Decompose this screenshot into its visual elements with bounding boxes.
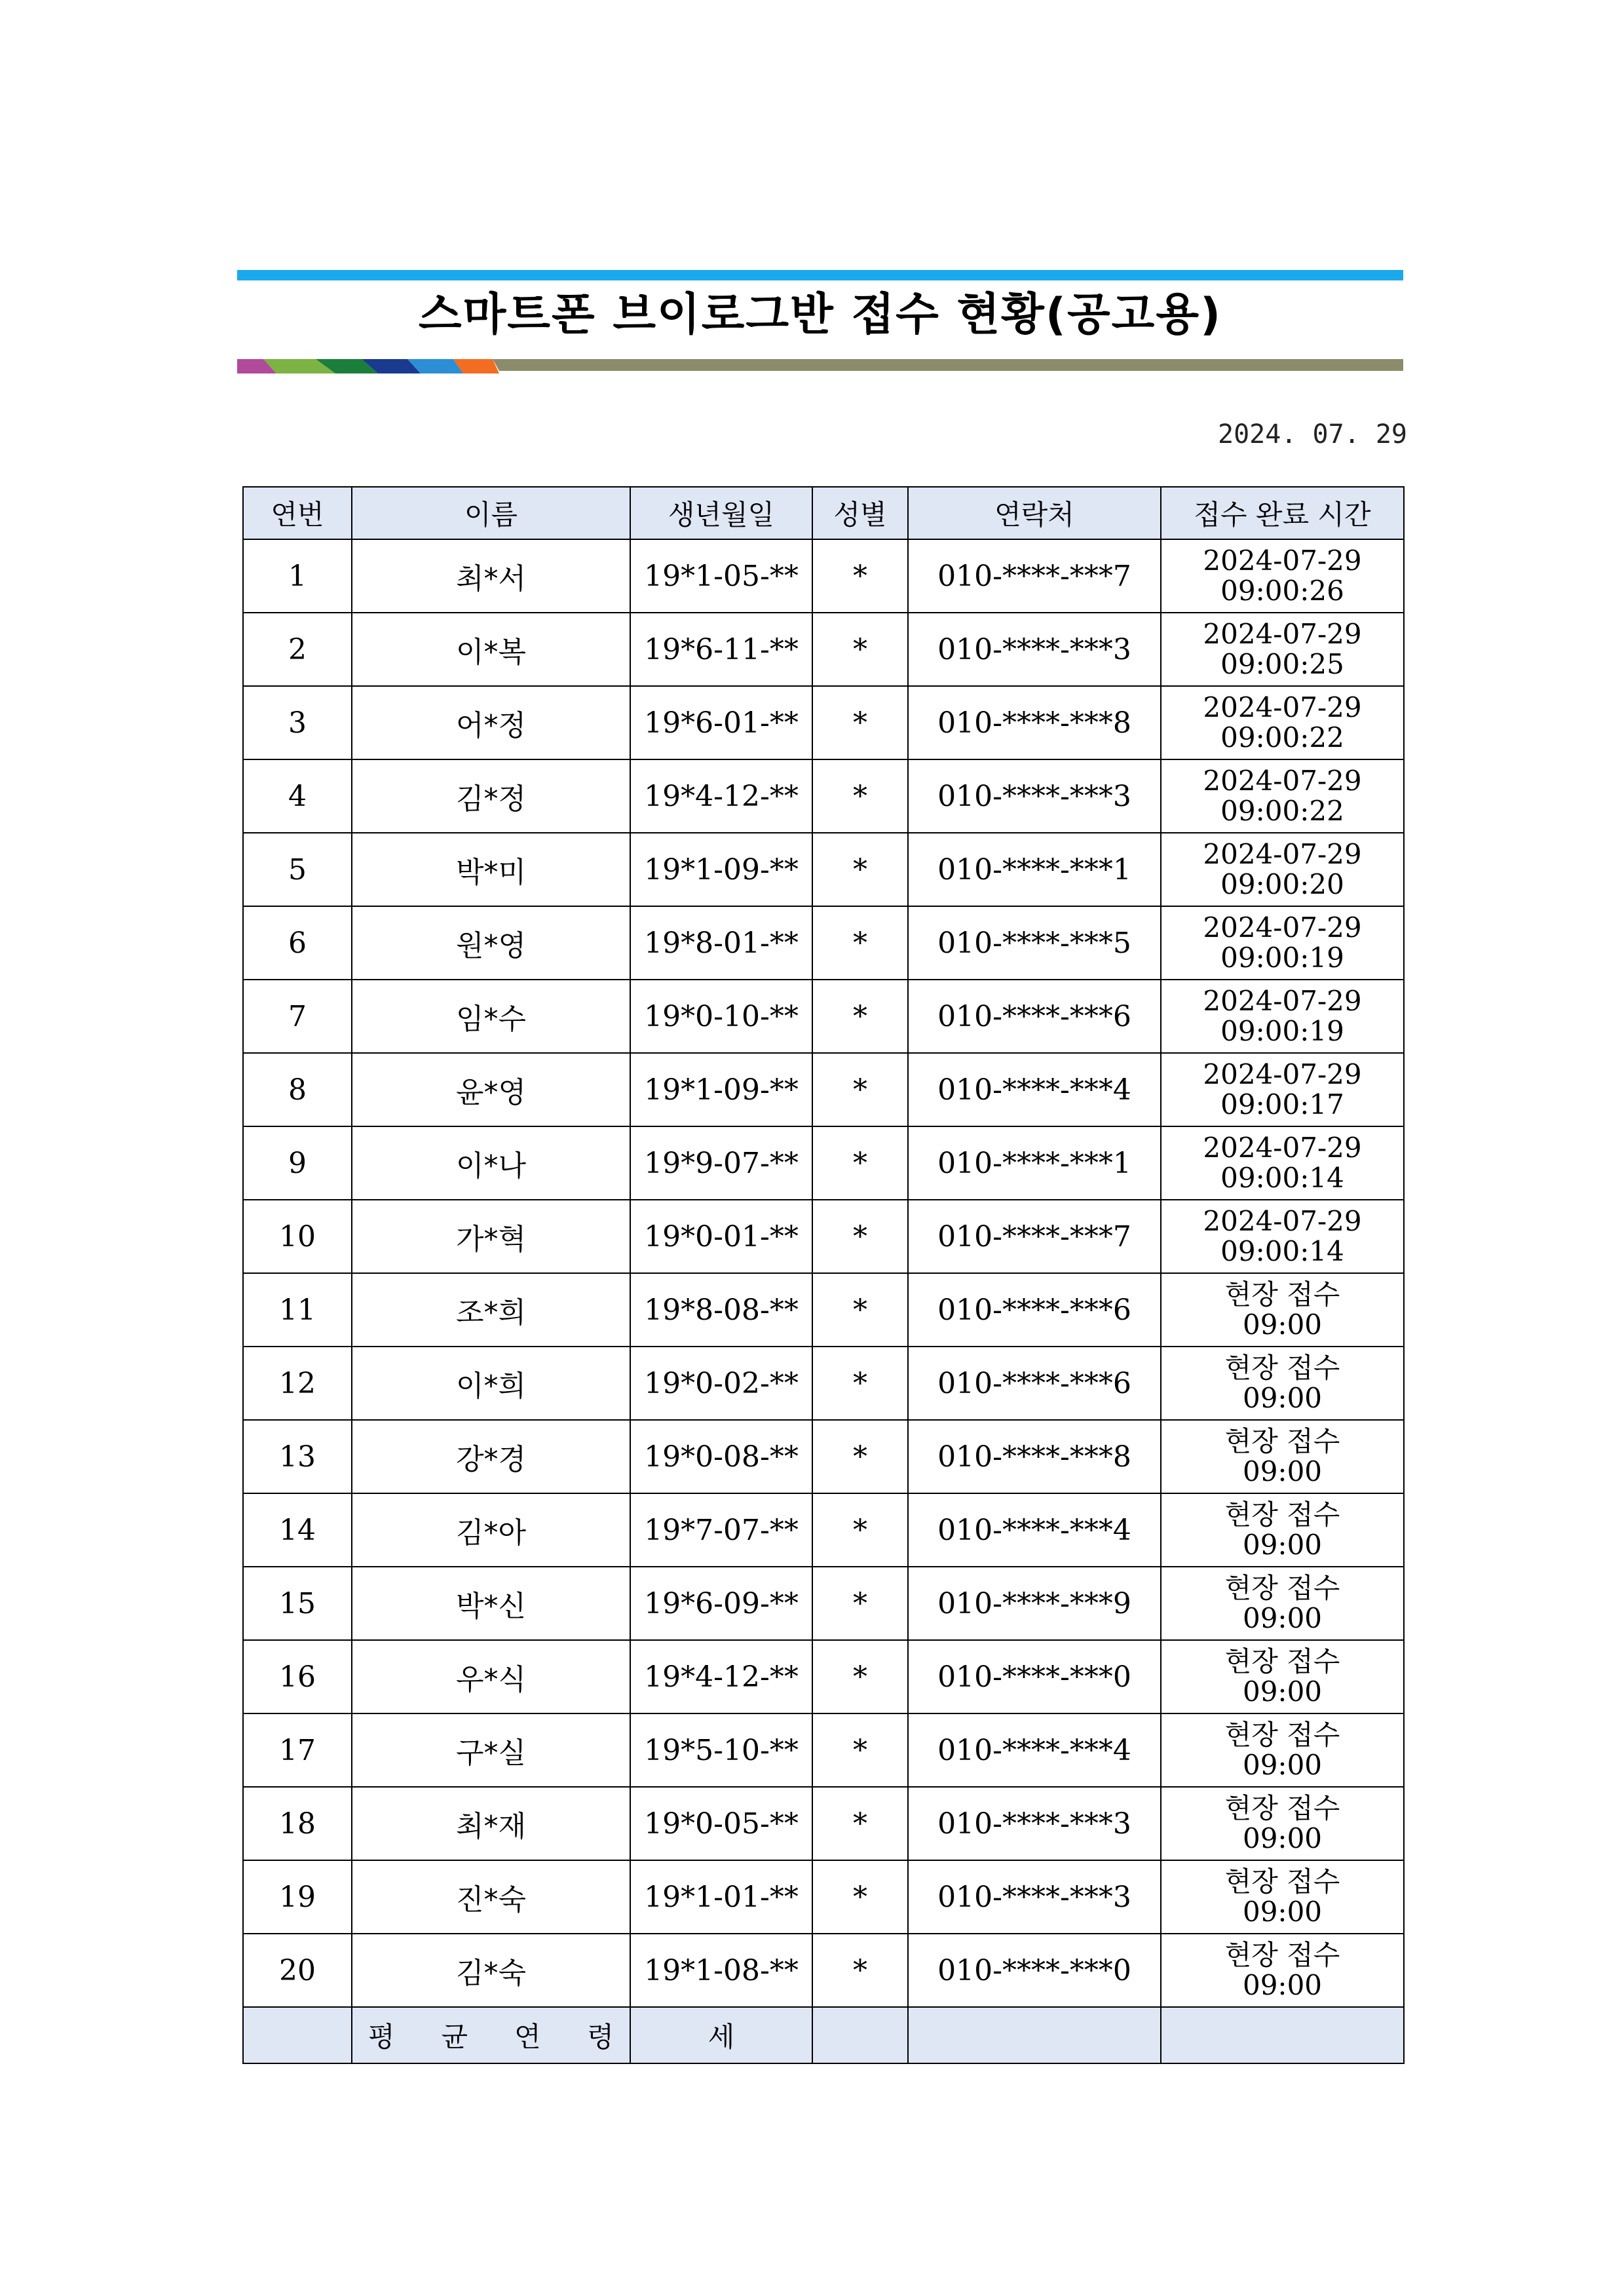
cell-name: 김*정 bbox=[352, 759, 630, 833]
time-line-clock: 09:00:22 bbox=[1220, 795, 1344, 827]
cell-time bbox=[1161, 1273, 1404, 1347]
cell-phone: 010-****-***1 bbox=[908, 1126, 1161, 1200]
cell-phone: 010-****-***8 bbox=[908, 1420, 1161, 1493]
cell-time bbox=[1161, 613, 1404, 686]
time-line-date: 현장 접수 bbox=[1224, 1425, 1340, 1457]
time-line-date: 2024-07-29 bbox=[1203, 1058, 1362, 1090]
cell-no: 10 bbox=[243, 1200, 352, 1273]
cell-name: 구*실 bbox=[352, 1713, 630, 1787]
table-row bbox=[243, 539, 1404, 613]
time-line-clock: 09:00 bbox=[1242, 1896, 1323, 1928]
time-line-date: 2024-07-29 bbox=[1203, 618, 1362, 650]
cell-time bbox=[1161, 1934, 1404, 2007]
cell-birth: 19*5-10-** bbox=[630, 1713, 812, 1787]
cell-no: 9 bbox=[243, 1126, 352, 1200]
cell-time bbox=[1161, 1713, 1404, 1787]
time-line-date: 현장 접수 bbox=[1224, 1866, 1340, 1898]
cell-name: 우*식 bbox=[352, 1640, 630, 1713]
cell-gender: * bbox=[812, 1787, 908, 1860]
cell-phone: 010-****-***7 bbox=[908, 1200, 1161, 1273]
cell-no: 7 bbox=[243, 980, 352, 1053]
table-row bbox=[243, 1493, 1404, 1567]
time-line-clock: 09:00 bbox=[1242, 1675, 1323, 1708]
cell-birth: 19*0-01-** bbox=[630, 1200, 812, 1273]
time-line-clock: 09:00 bbox=[1242, 1382, 1323, 1414]
time-line-clock: 09:00:19 bbox=[1220, 1015, 1344, 1047]
cell-birth: 19*1-09-** bbox=[630, 833, 812, 906]
average-age-empty bbox=[908, 2007, 1161, 2063]
cell-name: 가*혁 bbox=[352, 1200, 630, 1273]
time-line-clock: 09:00 bbox=[1242, 1455, 1323, 1487]
cell-time bbox=[1161, 686, 1404, 759]
cell-name: 조*희 bbox=[352, 1273, 630, 1347]
cell-gender: * bbox=[812, 1273, 908, 1347]
table-row bbox=[243, 1567, 1404, 1640]
table-row bbox=[243, 1787, 1404, 1860]
time-line-date: 현장 접수 bbox=[1224, 1792, 1340, 1824]
document-date: 2024. 07. 29 bbox=[1218, 419, 1407, 450]
cell-gender: * bbox=[812, 539, 908, 613]
cell-time bbox=[1161, 759, 1404, 833]
table-row bbox=[243, 833, 1404, 906]
cell-gender: * bbox=[812, 1126, 908, 1200]
cell-name: 어*정 bbox=[352, 686, 630, 759]
cell-birth: 19*0-05-** bbox=[630, 1787, 812, 1860]
cell-time bbox=[1161, 1347, 1404, 1420]
cell-gender: * bbox=[812, 1200, 908, 1273]
cell-gender: * bbox=[812, 1493, 908, 1567]
time-line-date: 현장 접수 bbox=[1224, 1719, 1340, 1751]
cell-phone: 010-****-***4 bbox=[908, 1713, 1161, 1787]
cell-time bbox=[1161, 1200, 1404, 1273]
cell-time bbox=[1161, 1493, 1404, 1567]
cell-phone: 010-****-***6 bbox=[908, 1347, 1161, 1420]
table-row bbox=[243, 1053, 1404, 1126]
cell-name: 이*나 bbox=[352, 1126, 630, 1200]
cell-phone: 010-****-***4 bbox=[908, 1493, 1161, 1567]
time-line-clock: 09:00 bbox=[1242, 1969, 1323, 2001]
cell-birth: 19*4-12-** bbox=[630, 1640, 812, 1713]
cell-gender: * bbox=[812, 613, 908, 686]
cell-name: 강*경 bbox=[352, 1420, 630, 1493]
registration-table bbox=[242, 486, 1405, 2064]
average-age-empty bbox=[1161, 2007, 1404, 2063]
cell-birth: 19*6-01-** bbox=[630, 686, 812, 759]
cell-no: 18 bbox=[243, 1787, 352, 1860]
table-row bbox=[243, 613, 1404, 686]
time-line-clock: 09:00:19 bbox=[1220, 942, 1344, 974]
cell-name: 임*수 bbox=[352, 980, 630, 1053]
cell-no: 4 bbox=[243, 759, 352, 833]
cell-time bbox=[1161, 1787, 1404, 1860]
average-age-char: 균 bbox=[441, 2021, 468, 2053]
cell-birth: 19*0-10-** bbox=[630, 980, 812, 1053]
time-line-clock: 09:00 bbox=[1242, 1309, 1323, 1341]
cell-phone: 010-****-***3 bbox=[908, 759, 1161, 833]
cell-name: 원*영 bbox=[352, 906, 630, 980]
cell-phone: 010-****-***3 bbox=[908, 1787, 1161, 1860]
time-line-date: 2024-07-29 bbox=[1203, 985, 1362, 1017]
average-age-char: 평 bbox=[368, 2021, 395, 2053]
cell-phone: 010-****-***3 bbox=[908, 613, 1161, 686]
cell-birth: 19*1-08-** bbox=[630, 1934, 812, 2007]
table-row bbox=[243, 1347, 1404, 1420]
cell-gender: * bbox=[812, 1640, 908, 1713]
cell-birth: 19*4-12-** bbox=[630, 759, 812, 833]
cell-gender: * bbox=[812, 833, 908, 906]
cell-birth: 19*6-09-** bbox=[630, 1567, 812, 1640]
time-line-date: 현장 접수 bbox=[1224, 1499, 1340, 1531]
table-header-row bbox=[243, 487, 1404, 539]
time-line-date: 2024-07-29 bbox=[1203, 1132, 1362, 1164]
cell-gender: * bbox=[812, 1420, 908, 1493]
cell-phone: 010-****-***5 bbox=[908, 906, 1161, 980]
time-line-date: 2024-07-29 bbox=[1203, 691, 1362, 723]
time-line-clock: 09:00:20 bbox=[1220, 868, 1344, 900]
cell-name: 윤*영 bbox=[352, 1053, 630, 1126]
cell-birth: 19*6-11-** bbox=[630, 613, 812, 686]
cell-no: 11 bbox=[243, 1273, 352, 1347]
cell-gender: * bbox=[812, 1347, 908, 1420]
time-line-clock: 09:00:22 bbox=[1220, 721, 1344, 754]
time-line-clock: 09:00 bbox=[1242, 1529, 1323, 1561]
title-decoration-band bbox=[237, 354, 1403, 373]
cell-time bbox=[1161, 833, 1404, 906]
time-line-clock: 09:00 bbox=[1242, 1749, 1323, 1781]
cell-birth: 19*1-09-** bbox=[630, 1053, 812, 1126]
cell-time bbox=[1161, 1420, 1404, 1493]
cell-phone: 010-****-***6 bbox=[908, 1273, 1161, 1347]
cell-phone: 010-****-***3 bbox=[908, 1860, 1161, 1934]
header-no: 연번 bbox=[243, 487, 352, 539]
cell-birth: 19*0-02-** bbox=[630, 1347, 812, 1420]
cell-birth: 19*8-01-** bbox=[630, 906, 812, 980]
time-line-date: 2024-07-29 bbox=[1203, 765, 1362, 797]
cell-time bbox=[1161, 1126, 1404, 1200]
cell-time bbox=[1161, 539, 1404, 613]
table-row bbox=[243, 686, 1404, 759]
time-line-date: 현장 접수 bbox=[1224, 1572, 1340, 1604]
cell-no: 3 bbox=[243, 686, 352, 759]
cell-gender: * bbox=[812, 906, 908, 980]
cell-no: 20 bbox=[243, 1934, 352, 2007]
cell-gender: * bbox=[812, 1860, 908, 1934]
average-age-row bbox=[243, 2007, 1404, 2063]
table-row bbox=[243, 759, 1404, 833]
cell-birth: 19*8-08-** bbox=[630, 1273, 812, 1347]
time-line-date: 현장 접수 bbox=[1224, 1939, 1340, 1971]
cell-name: 김*숙 bbox=[352, 1934, 630, 2007]
cell-gender: * bbox=[812, 980, 908, 1053]
cell-name: 진*숙 bbox=[352, 1860, 630, 1934]
average-age-blank bbox=[243, 2007, 352, 2063]
table-row bbox=[243, 980, 1404, 1053]
cell-time bbox=[1161, 906, 1404, 980]
cell-birth: 19*7-07-** bbox=[630, 1493, 812, 1567]
time-line-clock: 09:00:17 bbox=[1220, 1088, 1344, 1120]
time-line-date: 2024-07-29 bbox=[1203, 838, 1362, 870]
cell-phone: 010-****-***1 bbox=[908, 833, 1161, 906]
time-line-date: 2024-07-29 bbox=[1203, 911, 1362, 944]
table-row bbox=[243, 1273, 1404, 1347]
time-line-clock: 09:00 bbox=[1242, 1822, 1323, 1854]
average-age-empty bbox=[812, 2007, 908, 2063]
cell-name: 박*신 bbox=[352, 1567, 630, 1640]
table-row bbox=[243, 906, 1404, 980]
average-age-char: 연 bbox=[514, 2021, 541, 2053]
cell-no: 1 bbox=[243, 539, 352, 613]
cell-phone: 010-****-***6 bbox=[908, 980, 1161, 1053]
cell-phone: 010-****-***8 bbox=[908, 686, 1161, 759]
time-line-clock: 09:00 bbox=[1242, 1602, 1323, 1634]
time-line-clock: 09:00:14 bbox=[1220, 1162, 1344, 1194]
table-row bbox=[243, 1200, 1404, 1273]
cell-gender: * bbox=[812, 1713, 908, 1787]
cell-no: 12 bbox=[243, 1347, 352, 1420]
cell-no: 6 bbox=[243, 906, 352, 980]
cell-time bbox=[1161, 1640, 1404, 1713]
time-line-date: 2024-07-29 bbox=[1203, 545, 1362, 577]
cell-gender: * bbox=[812, 759, 908, 833]
cell-no: 19 bbox=[243, 1860, 352, 1934]
cell-name: 이*희 bbox=[352, 1347, 630, 1420]
cell-gender: * bbox=[812, 1567, 908, 1640]
table-row bbox=[243, 1934, 1404, 2007]
cell-name: 최*서 bbox=[352, 539, 630, 613]
time-line-clock: 09:00:26 bbox=[1220, 575, 1344, 607]
table-row bbox=[243, 1420, 1404, 1493]
cell-phone: 010-****-***4 bbox=[908, 1053, 1161, 1126]
cell-name: 최*재 bbox=[352, 1787, 630, 1860]
cell-no: 16 bbox=[243, 1640, 352, 1713]
average-age-label bbox=[352, 2007, 630, 2063]
time-line-clock: 09:00:14 bbox=[1220, 1235, 1344, 1267]
header-name: 이름 bbox=[352, 487, 630, 539]
table-row bbox=[243, 1640, 1404, 1713]
average-age-unit: 세 bbox=[630, 2007, 812, 2063]
cell-phone: 010-****-***0 bbox=[908, 1934, 1161, 2007]
cell-gender: * bbox=[812, 1934, 908, 2007]
cell-birth: 19*1-01-** bbox=[630, 1860, 812, 1934]
cell-no: 15 bbox=[243, 1567, 352, 1640]
cell-name: 이*복 bbox=[352, 613, 630, 686]
time-line-date: 2024-07-29 bbox=[1203, 1205, 1362, 1237]
cell-gender: * bbox=[812, 1053, 908, 1126]
cell-birth: 19*0-08-** bbox=[630, 1420, 812, 1493]
header-time: 접수 완료 시간 bbox=[1161, 487, 1404, 539]
header-phone: 연락처 bbox=[908, 487, 1161, 539]
header-gender: 성별 bbox=[812, 487, 908, 539]
table-row bbox=[243, 1860, 1404, 1934]
cell-time bbox=[1161, 1860, 1404, 1934]
cell-birth: 19*9-07-** bbox=[630, 1126, 812, 1200]
cell-no: 5 bbox=[243, 833, 352, 906]
average-age-char: 령 bbox=[587, 2021, 614, 2053]
cell-time bbox=[1161, 1567, 1404, 1640]
cell-name: 박*미 bbox=[352, 833, 630, 906]
cell-no: 17 bbox=[243, 1713, 352, 1787]
time-line-date: 현장 접수 bbox=[1224, 1352, 1340, 1384]
cell-no: 13 bbox=[243, 1420, 352, 1493]
cell-phone: 010-****-***0 bbox=[908, 1640, 1161, 1713]
cell-no: 14 bbox=[243, 1493, 352, 1567]
time-line-date: 현장 접수 bbox=[1224, 1645, 1340, 1677]
cell-phone: 010-****-***9 bbox=[908, 1567, 1161, 1640]
cell-time bbox=[1161, 1053, 1404, 1126]
cell-time bbox=[1161, 980, 1404, 1053]
table-row bbox=[243, 1126, 1404, 1200]
time-line-clock: 09:00:25 bbox=[1220, 648, 1344, 680]
cell-birth: 19*1-05-** bbox=[630, 539, 812, 613]
cell-no: 8 bbox=[243, 1053, 352, 1126]
page-title: 스마트폰 브이로그반 접수 현황(공고용) bbox=[418, 289, 1222, 341]
header-birth: 생년월일 bbox=[630, 487, 812, 539]
table-row bbox=[243, 1713, 1404, 1787]
cell-gender: * bbox=[812, 686, 908, 759]
cell-phone: 010-****-***7 bbox=[908, 539, 1161, 613]
cell-name: 김*아 bbox=[352, 1493, 630, 1567]
time-line-date: 현장 접수 bbox=[1224, 1278, 1340, 1311]
cell-no: 2 bbox=[243, 613, 352, 686]
